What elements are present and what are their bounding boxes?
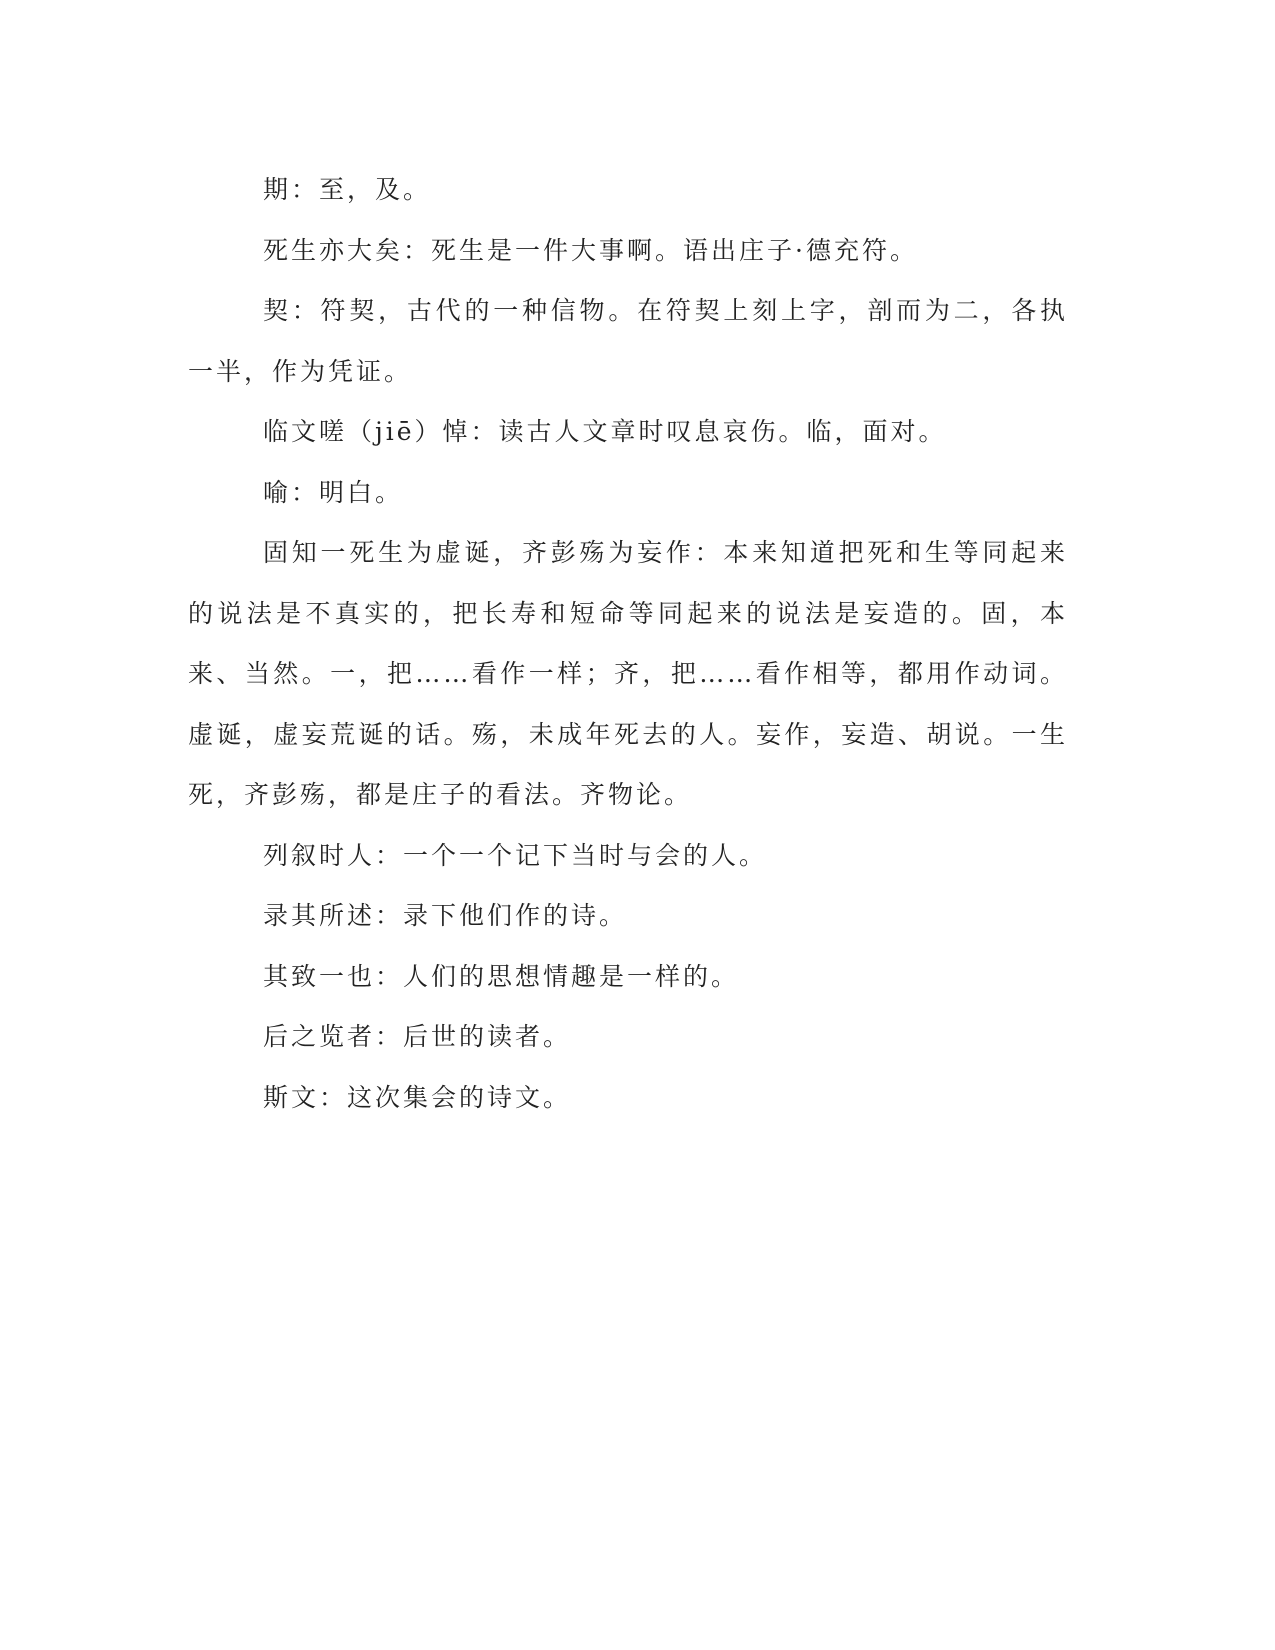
note-paragraph-yu: 喻：明白。 [263,477,404,507]
note-paragraph-qizhi: 其致一也：人们的思想情趣是一样的。 [263,961,740,991]
note-paragraph-houzhi: 后之览者：后世的读者。 [263,1022,572,1051]
note-paragraph-luqi: 录其所述：录下他们作的诗。 [263,901,628,930]
note-paragraph-qi: 期：至，及。 [263,175,432,204]
note-paragraph-linwen: 临文嗟（jiē）悼：读古人文章时叹息哀伤。临，面对。 [263,417,947,446]
note-paragraph-siwen: 斯文：这次集会的诗文。 [263,1082,572,1112]
note-paragraph-sisheng: 死生亦大矣：死生是一件大事啊。语出庄子·德充符。 [263,235,918,265]
note-paragraph-qi-contract: 契：符契，古代的一种信物。在符契上刻上字，剖而为二，各执一半，作为凭证。 [188,296,1068,386]
note-paragraph-liexu: 列叙时人：一个一个记下当时与会的人。 [263,840,768,870]
note-paragraph-guzhi: 固知一死生为虚诞，齐彭殇为妄作：本来知道把死和生等同起来的说法是不真实的，把长寿和短命等同起来的说法是妄造的。固，本来、当然。一，把……看作一样；齐，把……看作相等，都用作动词。虚诞，虚妄荒诞的话。殇，未成年死去的人。妄作，妄造、胡说。一生死，齐彭殇，都是庄子的看法。齐物论。 [188,538,1068,809]
annotation-text-body [188,160,1068,1128]
